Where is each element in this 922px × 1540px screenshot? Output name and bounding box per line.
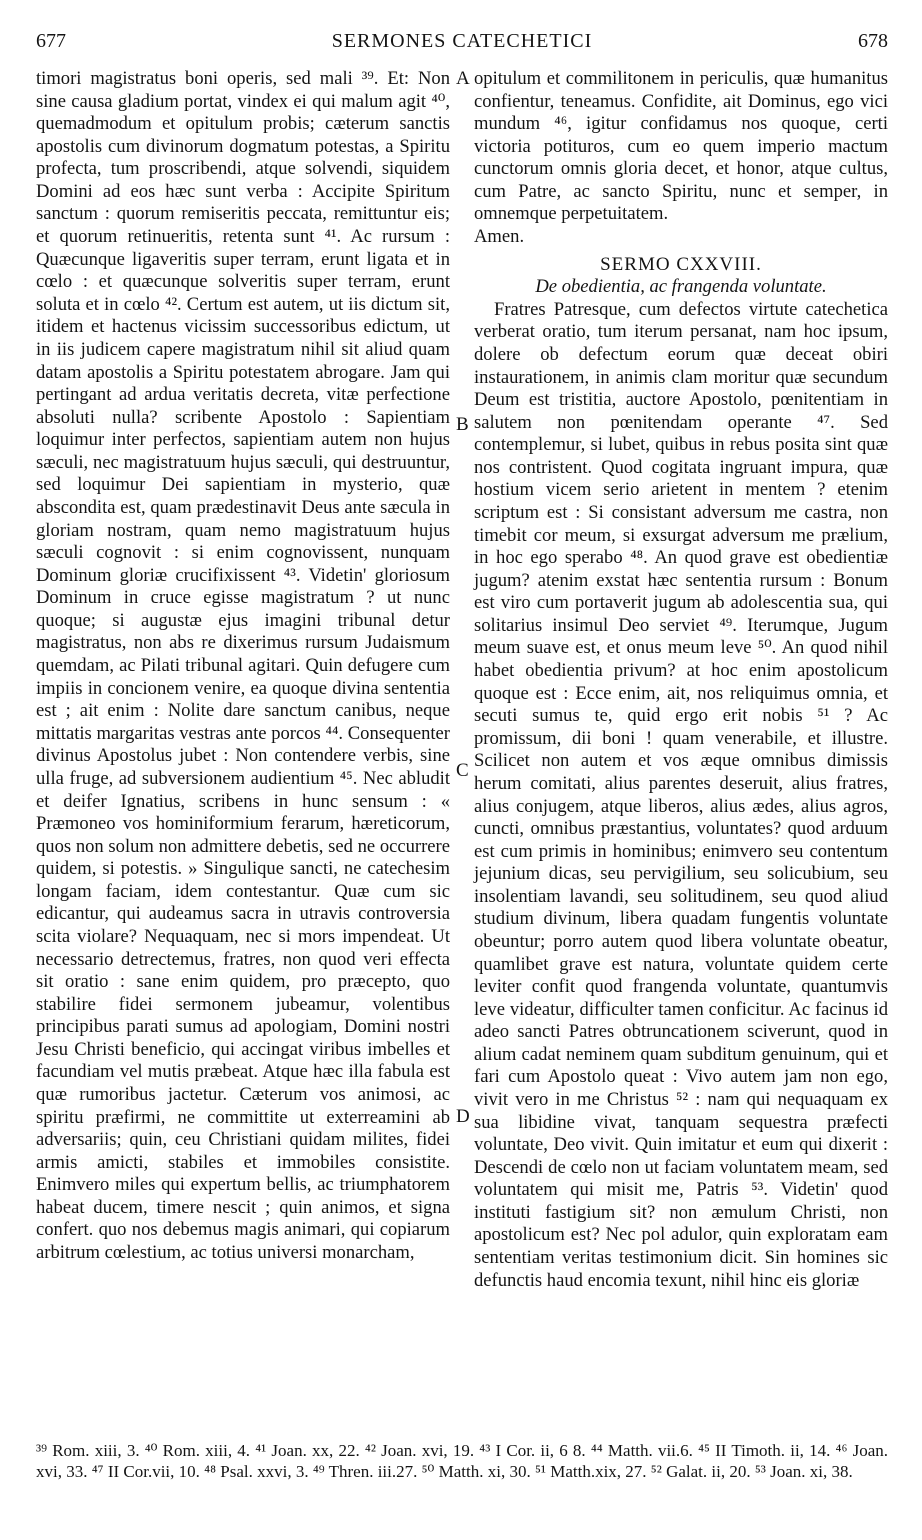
margin-letter-c: C <box>456 760 469 781</box>
left-column <box>36 68 450 1265</box>
footnotes <box>36 1440 888 1482</box>
margin-letter-a: A <box>456 68 470 89</box>
sermon-subtitle: De obedientia, ac frangenda voluntate. <box>535 276 827 298</box>
margin-letter-b: B <box>456 414 469 435</box>
margin-letter-d: D <box>456 1106 470 1127</box>
right-column <box>474 68 888 1292</box>
amen-line: Amen. <box>474 226 525 248</box>
page-number-left: 677 <box>36 30 66 52</box>
running-title: SERMONES CATECHETICI <box>331 30 593 52</box>
page-number-right: 678 <box>858 30 888 52</box>
sermon-title: SERMO CXXVIII. <box>600 253 762 275</box>
footnotes-text: ³⁹ Rom. xiii, 3. ⁴⁰ Rom. xiii, 4. ⁴¹ Joan. xx, 22. ⁴² Joan. xvi, 19. ⁴³ I Cor. ii, 6 8. ⁴⁴ Matth. vii.6. ⁴⁵ II Timoth. ii, 14. ⁴⁶ Joan. xvi, 33. ⁴⁷ II Cor.vii, 10. ⁴⁸ Psal. xxvi, 3. ⁴⁹ Thren. iii.27. ⁵⁰ Matth. xi, 30. ⁵¹ Matth.xix, 27. ⁵² Galat. ii, 20. ⁵³ Joan. xi, 38. <box>36 1441 888 1481</box>
left-column-text: timori magistratus boni operis, sed mali ³⁹. Et: Non sine causa gladium portat, vindex ei qui malum agit ⁴⁰, quemadmodum et opitulum probis; cæterum sanctis apostolis cum divinorum dogmatum potestas, a Spiritu profecta, tum proscribendi, atque solvendi, siquidem Domini ad eos hæc sunt verba : Accipite Spiritum sanctum : quorum remiseritis peccata, remittuntur eis; et quorum retinueritis, retenta sunt ⁴¹. Ac rursum : Quæcunque ligaveritis super terram, erunt ligata et in cœlo : et quæcunque solveritis super terram, erunt soluta et in cœlo ⁴². Certum est autem, ut iis dictum sit, itidem et hactenus vicissim successoribus edictum, ut in iis judicem capere magistratum nihil sit aliud quam datam apostolis a Spiritu potestatem abrogare. Jam qui pertingant ad ardua veritatis decreta, vitæ perfectione absoluti nulla? scribente Apostolo : Sapientiam loquimur inter perfectos, sapientiam autem non hujus sæculi, nec magistratuum hujus sæculi, qui destruuntur, sed loquimur Dei sapientiam in mysterio, quæ abscondita est, quam prædestinavit Deus ante sæcula in gloriam nostram, quam nemo magistratuum hujus sæculi cognovit : si enim cognovissent, nunquam Dominum gloriæ crucifixissent ⁴³. Videtin' gloriosum Dominum in cruce egisse magistratum ? ut nunc quoque; si augustæ ejus imagini tribunal detur magistratus, non abs re dixerimus rursum Judaismum quemdam, ac Pilati tribunal agitari. Quin defugere cum impiis in concionem venire, ea quoque divina sententia est ; ait enim : Nolite dare sanctum canibus, neque mittatis margaritas vestras ante porcos ⁴⁴. Consequenter divinus Apostolus jubet : Non contendere verbis, sine ulla fruge, ad subversionem audientium ⁴⁵. Nec abludit et deifer Ignatius, scribens in hunc sensum : « Præmoneo vos hominiformium ferarum, hæreticorum, quos non solum non admittere debetis, sed ne occurrere quidem, si potestis. » Singulique sancti, ne catechesim longam faciam, idem contestantur. Quæ cum sic edicantur, qui audeamus sacra in utravis controversia scita violare? Nequaquam, nec si mors impendeat. Ut necessario detrectemus, fratres, non quod veri effecta sit oratio : sane enim quidem, pro præcepto, quo stabilire fidei sermonem jubeamur, volentibus principibus parati sumus ad apologiam, Domini nostri Jesu Christi beneficio, qui accingat viribus imbelles et facundiam vel mutis præbeat. Atque hæc illa fabula est quæ rumoribus jactetur. Cæterum vos animosi, ac spiritu præfirmi, ne committite ut exterreamini ab adversariis; quin, ceu Christiani quidam milites, fidei armis amicti, stabiles et immobiles consistite. Enimvero miles qui expertum bellis, ac triumphatorem habeat ducem, timere nescit ; quin animos, et signa confert. quo nos debemus magis animari, qui copiarum arbitrum cœlestium, ac totius universi monarcham, <box>36 68 450 1264</box>
running-header <box>36 30 888 58</box>
right-column-text-after: Fratres Patresque, cum defectos virtute catechetica verberat oratio, tum iterum persanat, nam hoc ipsum, dolere ob defectum eorum quæ deceat obiri instaurationem, in animis clam moritur quæ secundum Deum est tristitia, auctore Apostolo, pœnitentiam in salutem non pœnitendam operante ⁴⁷. Sed contemplemur, si lubet, quibus in rebus posita sint quæ nos contristent. Quod cogitata ingruant impura, quæ hostium vicem serio arietent in mentem ? etenim scriptum est : Si consistant adversum me castra, non timebit cor meum, si exsurgat adversum me prælium, in hoc ego sperabo ⁴⁸. An quod grave est obedientiæ jugum? atenim exstat hæc sententia rursum : Bonum est viro cum portaverit jugum ab adolescentia sua, qui solitarius insimul Deo serviet ⁴⁹. Iterumque, Jugum meum suave est, et onus meum leve ⁵⁰. An quod nihil habet obedientia privum? at hoc enim apostolicum quoque est : Ecce enim, ait, nos reliquimus omnia, et secuti sumus te, quid ergo erit nobis ⁵¹ ? Ac promissum, dii boni ! quam venerabile, et illustre. Scilicet non autem et vos æque omnibus dimissis herum comitati, alius parentes deseruit, alius fratres, alius conjugem, atque liberos, alius ædes, alius agros, cuncti, omnibus præstantius, voluntates? quod arduum est cum primis in hominibus; enimvero seu contentum jejunium dicas, seu pervigilium, seu solicubium, seu insolentiam lavandi, seu solitudinem, seu quod aliud studium divinum, libera quadam fungentis voluntate obeuntur; porro autem quod libera voluntate obeatur, quamlibet grave est natura, voluntate quidem certe leviter confit quod frangenda voluntate, quantumvis leve videatur, difficulter tamen conficitur. Ac facinus id adeo sancti Patres obtruncationem sciverunt, quod in alium cadat neminem quam subditum genuinum, qui et fari cum Apostolo queat : Vivo autem jam non ego, vivit vero in me Christus ⁵² : nam qui nequaquam ex sua libidine vivat, tanquam sequestra præfecti voluntate, Deo vivit. Quin imitatur et eum qui dixerit : Descendi de cœlo non ut faciam voluntatem meam, sed voluntatem qui misit me, Patris ⁵³. Videtin' quod instituti fastigium sit? non æmulum Christi, non apostolicum est? Nec pol adulor, quin exploratam eam sententiam veritas testimonium dicit. Sin homines sic defunctis haud encomia texunt, nihil hinc eis gloriæ <box>474 298 888 1291</box>
right-column-text-before: opitulum et commilitonem in periculis, quæ humanitus confientur, teneamus. Confidite, ait Dominus, ego vici mundum ⁴⁶, igitur confidamus nos quoque, certi victoria potituros, cum eo quem imperio mactum cunctorum omnis gloria decet, et honor, atque cultus, cum Patre, ac sancto Spiritu, nunc et semper, in omnemque perpetuitatem. <box>474 68 888 225</box>
